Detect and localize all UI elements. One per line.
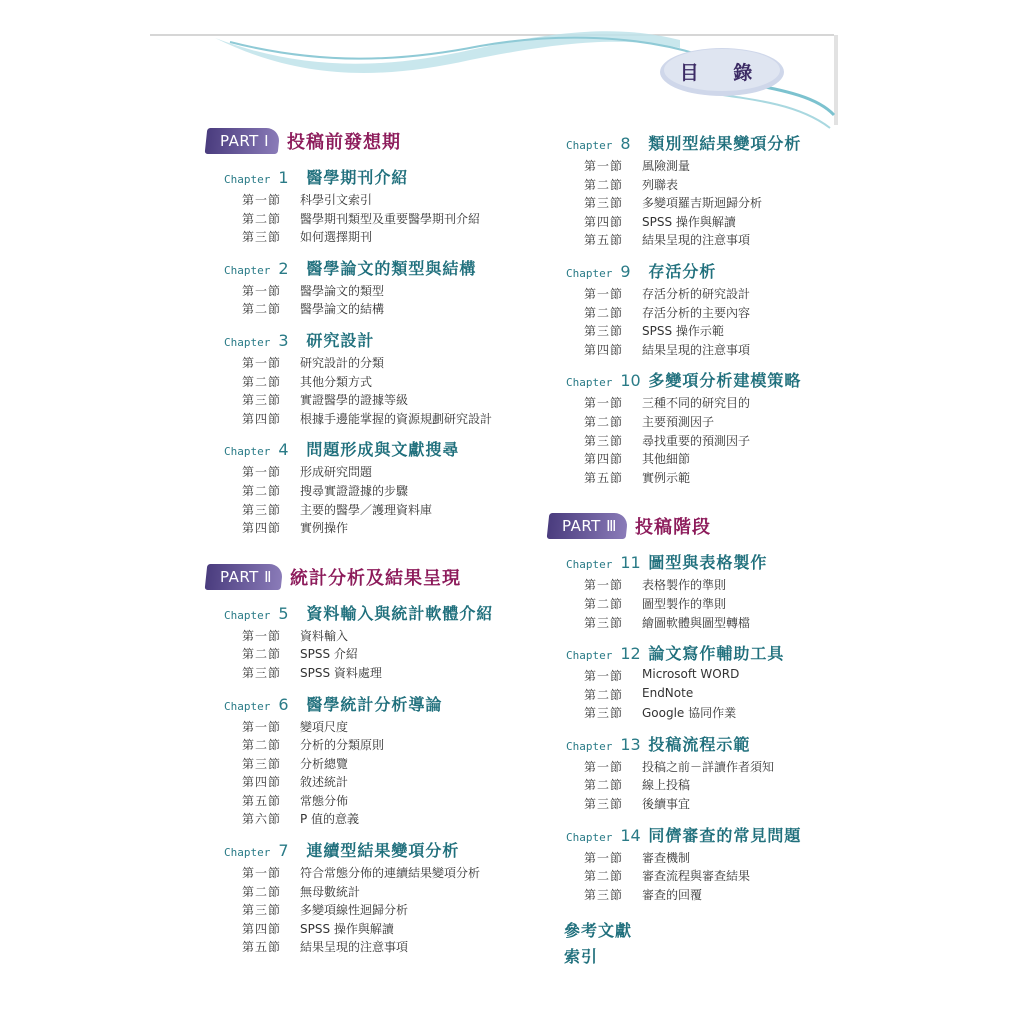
chapter-entry xyxy=(548,259,848,359)
section-label: 第三節 xyxy=(242,756,282,771)
chapter-entry xyxy=(548,641,848,723)
section-title: 醫學論文的類型 xyxy=(300,283,385,298)
chapter-heading[interactable] xyxy=(548,368,848,394)
section-row[interactable] xyxy=(548,886,848,905)
section-row[interactable] xyxy=(548,304,848,323)
section-title: 實例操作 xyxy=(300,521,349,536)
chapter-entry xyxy=(206,165,546,247)
section-title: 無母數統計 xyxy=(300,884,361,899)
chapter-heading[interactable] xyxy=(206,838,546,864)
section-label: 第三節 xyxy=(242,393,282,408)
chapter-word: Chapter xyxy=(224,608,271,622)
back-matter-item[interactable]: 索引 xyxy=(564,947,599,967)
section-title: SPSS 操作與解讀 xyxy=(642,214,736,229)
section-label: 第三節 xyxy=(584,196,624,211)
chapter-title: 圖型與表格製作 xyxy=(648,553,768,573)
section-row[interactable] xyxy=(548,450,848,469)
section-label: 第二節 xyxy=(242,483,282,498)
section-label: 第一節 xyxy=(584,396,624,411)
section-title: 其他分類方式 xyxy=(300,374,373,389)
part-spacer xyxy=(548,487,848,507)
section-label: 第二節 xyxy=(242,647,282,662)
chapter-number: 2 xyxy=(278,258,289,278)
section-label: 第一節 xyxy=(242,355,282,370)
part-header xyxy=(548,511,848,541)
chapter-word: Chapter xyxy=(566,376,613,390)
chapter-heading[interactable] xyxy=(548,823,848,849)
chapter-word: Chapter xyxy=(566,139,613,152)
section-title: 其他細節 xyxy=(642,452,691,467)
section-label: 第四節 xyxy=(584,214,624,229)
section-row[interactable] xyxy=(548,614,848,633)
section-row[interactable] xyxy=(548,867,848,886)
section-label: 第三節 xyxy=(242,502,282,517)
section-title: 醫學論文的結構 xyxy=(300,302,385,317)
section-row[interactable] xyxy=(548,576,848,595)
section-row[interactable] xyxy=(548,595,848,614)
chapter-number: 7 xyxy=(278,841,289,861)
section-row[interactable] xyxy=(206,282,546,301)
section-label: 第二節 xyxy=(584,869,624,884)
section-label: 第一節 xyxy=(584,286,624,301)
section-label: 第三節 xyxy=(584,324,624,339)
part-title: 投稿階段 xyxy=(634,517,711,539)
section-label: 第三節 xyxy=(584,887,624,902)
chapter-heading[interactable] xyxy=(206,437,546,463)
section-label: 第一節 xyxy=(584,159,624,173)
chapter-word: Chapter xyxy=(566,739,613,753)
section-title: 醫學期刊類型及重要醫學期刊介紹 xyxy=(300,211,481,226)
section-row[interactable] xyxy=(548,394,848,413)
section-title: 結果呈現的注意事項 xyxy=(642,342,751,357)
section-title: SPSS 操作示範 xyxy=(642,324,724,339)
chapter-title: 存活分析 xyxy=(648,261,717,281)
section-title: SPSS 資料處理 xyxy=(300,665,382,680)
section-row[interactable] xyxy=(206,228,546,247)
chapter-entry xyxy=(548,823,848,905)
section-row[interactable] xyxy=(206,718,546,737)
back-matter-item[interactable]: 參考文獻 xyxy=(564,921,633,941)
chapter-entry xyxy=(206,838,546,957)
section-label: 第一節 xyxy=(242,866,282,881)
section-row[interactable] xyxy=(548,795,848,814)
chapter-title: 連續型結果變項分析 xyxy=(306,841,460,861)
section-label: 第二節 xyxy=(242,738,282,753)
section-row[interactable] xyxy=(206,773,546,792)
section-title: 圖型製作的準則 xyxy=(642,596,727,611)
chapter-heading[interactable] xyxy=(548,131,848,157)
chapter-word: Chapter xyxy=(224,263,271,277)
chapter-word: Chapter xyxy=(224,846,271,860)
section-row[interactable] xyxy=(206,736,546,755)
section-label: 第一節 xyxy=(242,283,282,298)
section-title: 多變項羅吉斯迴歸分析 xyxy=(642,196,763,211)
chapter-heading[interactable] xyxy=(206,692,546,718)
chapter-entry xyxy=(206,437,546,537)
chapter-number: 11 xyxy=(620,553,641,573)
chapter-number: 12 xyxy=(620,644,641,664)
section-label: 第一節 xyxy=(584,669,624,684)
section-row[interactable] xyxy=(206,664,546,683)
chapter-heading[interactable] xyxy=(548,259,848,285)
chapter-word: Chapter xyxy=(224,699,271,713)
section-row[interactable] xyxy=(206,810,546,829)
section-title: 變項尺度 xyxy=(300,719,349,734)
section-title: SPSS 操作與解讀 xyxy=(300,921,394,936)
chapter-number: 3 xyxy=(278,330,289,350)
section-title: 分析總覽 xyxy=(300,756,349,771)
section-row[interactable] xyxy=(548,413,848,432)
chapter-entry xyxy=(206,601,546,683)
section-title: 常態分佈 xyxy=(300,793,349,808)
section-label: 第三節 xyxy=(242,665,282,680)
chapter-entry xyxy=(548,368,848,487)
section-label: 第一節 xyxy=(242,465,282,480)
chapter-heading[interactable] xyxy=(206,601,546,627)
part-badge xyxy=(205,128,281,154)
section-title: 研究設計的分類 xyxy=(300,355,385,370)
section-label: 第二節 xyxy=(242,302,282,317)
chapter-title: 論文寫作輔助工具 xyxy=(648,644,785,664)
section-row[interactable] xyxy=(548,849,848,868)
section-row[interactable] xyxy=(548,469,848,488)
toc-left-column xyxy=(206,122,546,957)
section-title: 結果呈現的注意事項 xyxy=(642,233,751,248)
chapter-heading[interactable] xyxy=(548,550,848,576)
part-badge-label: PART Ⅲ xyxy=(562,517,617,536)
section-row[interactable] xyxy=(206,391,546,410)
chapter-number: 14 xyxy=(620,825,641,845)
chapter-title: 多變項分析建模策略 xyxy=(648,371,802,391)
section-label: 第四節 xyxy=(242,521,282,536)
section-row[interactable] xyxy=(548,157,848,176)
section-row[interactable] xyxy=(548,776,848,795)
chapter-word: Chapter xyxy=(566,830,613,844)
section-row[interactable] xyxy=(548,285,848,304)
section-label: 第二節 xyxy=(242,374,282,389)
chapter-number: 1 xyxy=(278,168,289,187)
section-label: 第二節 xyxy=(584,305,624,320)
chapter-entry xyxy=(206,256,546,319)
section-label: 第一節 xyxy=(242,719,282,734)
chapter-title: 醫學論文的類型與結構 xyxy=(306,258,477,278)
section-row[interactable] xyxy=(206,883,546,902)
section-row[interactable] xyxy=(548,758,848,777)
chapter-entry xyxy=(206,328,546,428)
section-label: 第一節 xyxy=(584,850,624,865)
section-row[interactable] xyxy=(206,901,546,920)
section-row[interactable] xyxy=(206,463,546,482)
chapter-heading[interactable] xyxy=(206,256,546,282)
section-label: 第五節 xyxy=(584,470,624,485)
section-row[interactable] xyxy=(206,792,546,811)
section-row[interactable] xyxy=(206,938,546,957)
section-title: SPSS 介紹 xyxy=(300,647,358,662)
part-badge-label: PART Ⅱ xyxy=(220,567,272,586)
page-title: 目 錄 xyxy=(679,62,767,84)
section-label: 第四節 xyxy=(242,775,282,790)
section-title: 線上投稿 xyxy=(642,778,691,793)
section-label: 第三節 xyxy=(584,433,624,448)
section-row[interactable] xyxy=(206,300,546,319)
section-title: 表格製作的準則 xyxy=(642,578,727,593)
section-title: 結果呈現的注意事項 xyxy=(300,940,409,955)
part-header xyxy=(206,562,546,592)
back-matter xyxy=(548,918,848,970)
section-title: 風險測量 xyxy=(642,159,691,173)
chapter-title: 同儕審查的常見問題 xyxy=(648,825,802,845)
section-title: 審查的回覆 xyxy=(642,887,703,902)
section-title: 三種不同的研究目的 xyxy=(642,396,751,411)
chapter-word: Chapter xyxy=(566,266,613,280)
section-title: 形成研究問題 xyxy=(300,465,373,480)
section-label: 第二節 xyxy=(584,778,624,793)
chapter-word: Chapter xyxy=(566,649,613,663)
section-label: 第一節 xyxy=(584,759,624,774)
section-row[interactable] xyxy=(206,354,546,373)
section-label: 第五節 xyxy=(584,233,624,248)
section-label: 第三節 xyxy=(584,706,624,721)
section-row[interactable] xyxy=(206,373,546,392)
section-title: 主要的醫學／護理資料庫 xyxy=(300,502,433,517)
part-badge-label: PART Ⅰ xyxy=(220,132,270,150)
part-spacer xyxy=(206,538,546,558)
section-title: Google 協同作業 xyxy=(642,706,737,721)
section-title: 尋找重要的預測因子 xyxy=(642,433,751,448)
chapter-entry xyxy=(548,131,848,250)
chapter-number: 4 xyxy=(278,440,289,460)
section-title: 後續事宜 xyxy=(642,797,691,812)
section-title: 搜尋實證證據的步驟 xyxy=(300,483,409,498)
chapter-title: 問題形成與文獻搜尋 xyxy=(306,440,460,460)
section-label: 第五節 xyxy=(242,793,282,808)
section-row[interactable] xyxy=(548,213,848,232)
chapter-number: 8 xyxy=(620,134,631,153)
section-title: 根據手邊能掌握的資源規劃研究設計 xyxy=(300,411,493,426)
section-row[interactable] xyxy=(206,627,546,646)
chapter-number: 13 xyxy=(620,734,641,754)
section-row[interactable] xyxy=(548,231,848,250)
section-label: 第三節 xyxy=(242,230,282,245)
section-label: 第二節 xyxy=(242,884,282,899)
section-title: 主要預測因子 xyxy=(642,414,715,429)
section-title: 實證醫學的證據等級 xyxy=(300,393,409,408)
section-row[interactable] xyxy=(206,501,546,520)
part-title: 投稿前發想期 xyxy=(287,132,402,153)
section-title: 存活分析的主要內容 xyxy=(642,305,751,320)
section-title: 符合常態分佈的連續結果變項分析 xyxy=(300,866,481,881)
toc-right-column xyxy=(548,122,848,970)
chapter-heading[interactable] xyxy=(548,732,848,758)
chapter-word: Chapter xyxy=(224,445,271,459)
section-title: EndNote xyxy=(642,685,694,700)
chapter-title: 資料輸入與統計軟體介紹 xyxy=(306,603,494,623)
section-title: 分析的分類原則 xyxy=(300,738,385,753)
section-row[interactable] xyxy=(548,432,848,451)
section-title: 資料輸入 xyxy=(300,628,349,643)
section-row[interactable] xyxy=(206,482,546,501)
section-row[interactable] xyxy=(206,410,546,429)
section-label: 第二節 xyxy=(584,177,624,192)
section-label: 第一節 xyxy=(242,628,282,643)
section-label: 第三節 xyxy=(584,797,624,812)
section-title: P 值的意義 xyxy=(300,812,360,827)
section-title: 多變項線性迴歸分析 xyxy=(300,903,409,918)
chapter-title: 類別型結果變項分析 xyxy=(648,134,802,153)
section-label: 第二節 xyxy=(584,596,624,611)
section-label: 第二節 xyxy=(584,414,624,429)
section-label: 第四節 xyxy=(584,452,624,467)
section-title: 科學引文索引 xyxy=(300,193,373,207)
chapter-number: 10 xyxy=(620,371,641,391)
header-decoration xyxy=(0,0,1024,140)
section-label: 第一節 xyxy=(584,578,624,593)
section-label: 第三節 xyxy=(242,903,282,918)
section-title: 審查機制 xyxy=(642,850,691,865)
part-header xyxy=(206,126,546,156)
section-label: 第二節 xyxy=(584,687,624,702)
section-label: 第六節 xyxy=(242,812,282,827)
section-label: 第三節 xyxy=(584,615,624,630)
chapter-heading[interactable] xyxy=(206,328,546,354)
chapter-word: Chapter xyxy=(224,335,271,349)
section-label: 第四節 xyxy=(584,342,624,357)
section-title: 敘述統計 xyxy=(300,775,349,790)
chapter-title: 醫學期刊介紹 xyxy=(306,168,409,187)
part-title: 統計分析及結果呈現 xyxy=(290,567,461,589)
section-title: 如何選擇期刊 xyxy=(300,230,373,245)
chapter-number: 9 xyxy=(620,261,631,281)
section-label: 第一節 xyxy=(242,193,282,207)
section-row[interactable] xyxy=(206,191,546,210)
section-title: 投稿之前－詳讀作者須知 xyxy=(642,759,775,774)
section-row[interactable] xyxy=(548,341,848,360)
section-row[interactable] xyxy=(206,755,546,774)
chapter-title: 投稿流程示範 xyxy=(648,734,751,754)
section-row[interactable] xyxy=(548,322,848,341)
chapter-word: Chapter xyxy=(224,173,271,186)
section-row[interactable] xyxy=(206,519,546,538)
chapter-title: 研究設計 xyxy=(306,330,375,350)
chapter-number: 5 xyxy=(278,603,289,623)
chapter-number: 6 xyxy=(278,694,289,714)
section-row[interactable] xyxy=(206,645,546,664)
section-label: 第五節 xyxy=(242,940,282,955)
section-title: 列聯表 xyxy=(642,177,679,192)
section-row[interactable] xyxy=(206,864,546,883)
chapter-entry xyxy=(206,692,546,830)
chapter-word: Chapter xyxy=(566,558,613,572)
section-row[interactable] xyxy=(548,667,848,686)
chapter-entry xyxy=(548,732,848,814)
section-row[interactable] xyxy=(206,920,546,939)
chapter-title: 醫學統計分析導論 xyxy=(306,694,443,714)
chapter-heading[interactable] xyxy=(206,165,546,191)
chapter-heading[interactable] xyxy=(548,641,848,667)
section-row[interactable] xyxy=(548,704,848,723)
part-badge xyxy=(205,564,284,590)
section-row[interactable] xyxy=(548,686,848,705)
section-row[interactable] xyxy=(548,194,848,213)
part-badge xyxy=(547,513,629,539)
section-label: 第四節 xyxy=(242,411,282,426)
section-title: 繪圖軟體與圖型轉檔 xyxy=(642,615,751,630)
section-row[interactable] xyxy=(548,176,848,195)
chapter-entry xyxy=(548,550,848,632)
section-title: 存活分析的研究設計 xyxy=(642,286,751,301)
section-title: 審查流程與審查結果 xyxy=(642,869,751,884)
section-title: Microsoft WORD xyxy=(642,667,740,682)
section-row[interactable] xyxy=(206,210,546,229)
section-title: 實例示範 xyxy=(642,470,691,485)
section-label: 第二節 xyxy=(242,211,282,226)
section-label: 第四節 xyxy=(242,921,282,936)
